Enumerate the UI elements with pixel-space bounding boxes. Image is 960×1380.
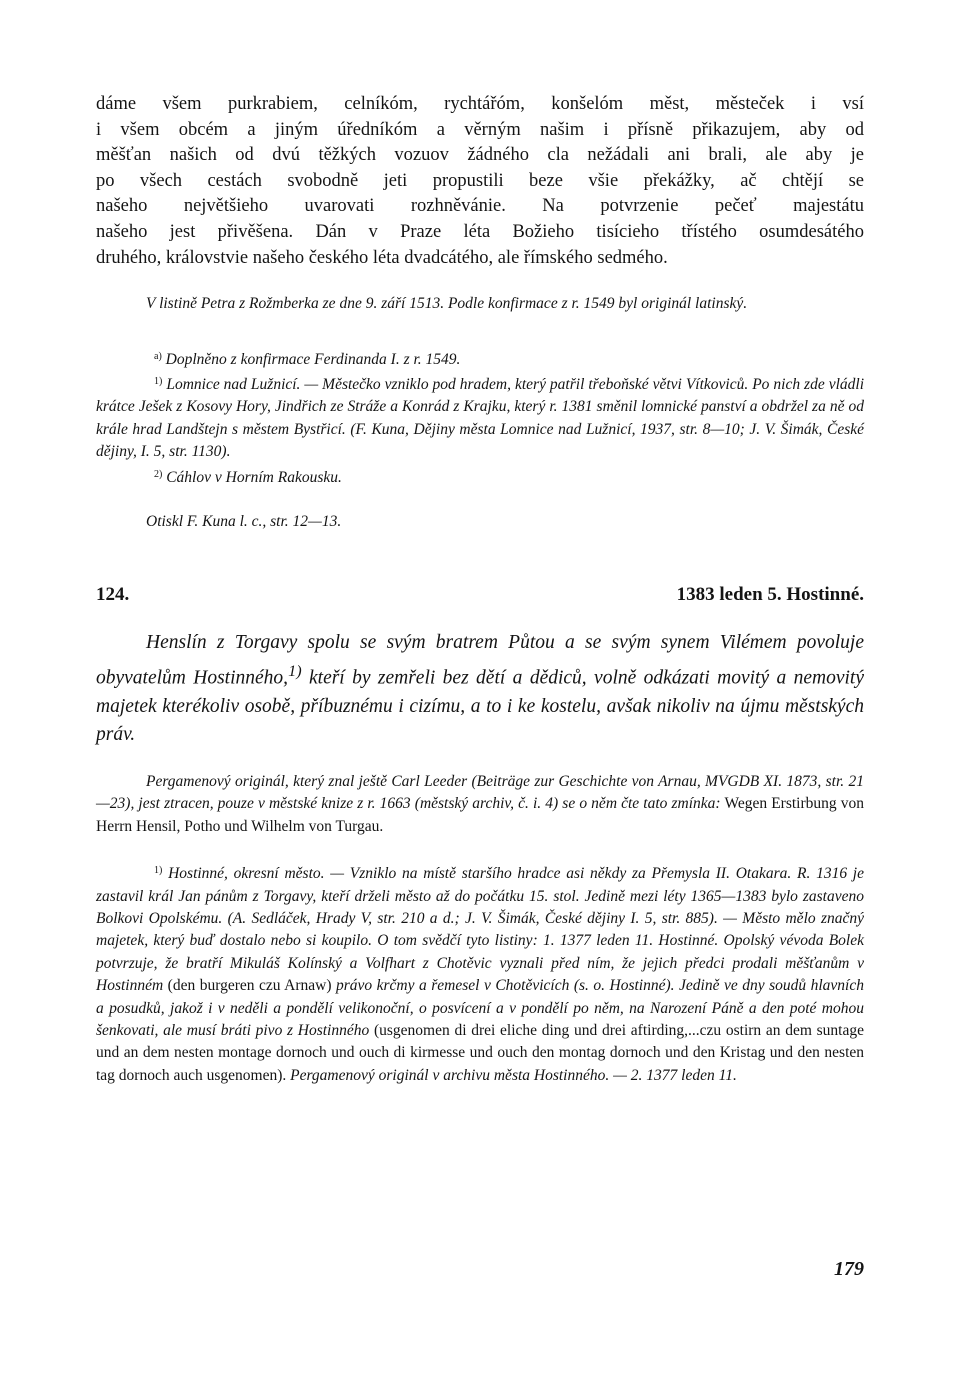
source-description bbox=[96, 771, 864, 838]
footnote bbox=[96, 464, 864, 489]
page-number: 179 bbox=[834, 1258, 864, 1280]
text-line: našeho největšieho uvarovati rozhněvánie. Na potvrzenie pečeť majestátu bbox=[96, 196, 864, 217]
letter-text bbox=[96, 92, 864, 271]
regest bbox=[96, 629, 864, 749]
text-line: našeho jest přivěšena. Dán v Praze léta Božieho tisícieho třístého osumdesátého bbox=[96, 221, 864, 242]
entry-date-place: 1383 leden 5. Hostinné. bbox=[676, 584, 864, 606]
footnote-text: Lomnice nad Lužnicí. — Městečko vzniklo pod hradem, který patřil třeboňské větvi Vítkoviců. Po nich zde vládli krátce Ješek z Kosovy Hory, Jindřich ze Stráže a Konrád z Krajku, který r. 1381 směnil lomnické panství a obdržel za ně od krále hrad Landštejn s městem Bystřicí. (F. Kuna, Dějiny města Lomnice nad Lužnicí, 1937, str. 8—10; J. V. Šimák, České dějiny, I. 5, str. 1130). bbox=[96, 375, 864, 461]
footnote-text: Hostinné, okresní město. — Vzniklo na místě staršího hradce asi někdy za Přemysla II. Otakara. R. 1316 je zastavil král Jan pánům z Torgavy, kteří drželi město až do počátku 15. stol. Jedině mezi léty 1365—1383 bylo zastaveno Bolkovi Opolskému. (A. Sedláček, Hrady V, str. 210 a d.; J. V. Šimák, České dějiny I. 5, str. 885). — Město mělo značný majetek, který buď dostalo nebo si koupilo. O tom svědčí tyto listiny: 1. 1377 leden 11. Hostinné. Opolský vévoda Bolek potvrzuje, že bratří Mikuláš Kolínský a Volfhart z Chotěvic vyznali před ním, že jejich předci prodali měšťanům v Hostinném bbox=[96, 865, 864, 995]
text-line: i všem obcém a jiným úředníkóm a věrným našim i přísně přikazujem, aby od bbox=[96, 119, 864, 140]
footnote bbox=[96, 371, 864, 464]
regest-text: Henslín z Torgavy spolu se svým bratrem Půtou a se svým synem Vilémem povoluje obyvatelům Hostinného, bbox=[96, 632, 864, 689]
page bbox=[96, 92, 864, 1087]
text-line: dáme všem purkrabiem, celníkóm, rychtářóm, konšelóm měst, městeček i vsí bbox=[96, 94, 864, 114]
print-reference: Otiskl F. Kuna l. c., str. 12—13. bbox=[146, 513, 342, 530]
footnote-mark: 2) bbox=[154, 468, 163, 480]
text-line: po všech cestách svobodně jeti propustili beze všie překážky, ač chtějí se bbox=[96, 170, 864, 191]
text-line: druhého, královstvie našeho českého léta dvadcátého, ale římského sedmého. bbox=[96, 247, 668, 268]
footnote-mark: 1) bbox=[154, 865, 163, 877]
footnote-quote: (den burgeren czu Arnaw) bbox=[163, 977, 336, 995]
footnote-mark: 1) bbox=[288, 662, 302, 681]
footnote-text: právo krčmy a řemesel v Chotěvicích (s. o. Hostinné). Jedině ve dny soudů hlavních a posudků, jakož i v neděli a pondělí velikonoční, o posvícení a v pondělí po něm, na Narození Páně a den poté mohou šenkovati, ale musí bráti pivo z Hostinného bbox=[96, 977, 864, 1039]
source-italic: Pergamenový originál, který znal ještě Carl Leeder (Beiträge zur Geschichte von Arnau, MVGDB XI. 1873, str. 21—23), jest ztracen, pouze v městské knize z r. 1663 (městský archiv, č. i. 4) se o něm čte tato zmínka: bbox=[96, 772, 864, 813]
footnote-mark: a) bbox=[154, 350, 162, 362]
source-quote: Wegen Erstirbung von Herrn Hensil, Potho und Wilhelm von Turgau. bbox=[96, 795, 864, 835]
text-line: měšťan našich od dvú těžkých vozuov žádného cla nežádali ani brali, ale aby je bbox=[96, 145, 864, 166]
footnote bbox=[96, 346, 864, 371]
entry-number: 124. bbox=[96, 584, 130, 606]
footnote-quote: (usgenomen di drei eliche ding und drei aftirding,...czu ostirn an dem suntage und an dem nesten montage dornoch und ouch di kirmesse und ouch den montag dornoch und den Kristag und den nesten tag dornoch auch usgenomen). bbox=[96, 1021, 864, 1084]
footnotes bbox=[96, 346, 864, 489]
footnote-text: Pergamenový originál v archivu města Hostinného. — 2. 1377 leden 11. bbox=[290, 1066, 737, 1084]
entry-header bbox=[96, 583, 864, 607]
footnote-text: Doplněno z konfirmace Ferdinanda I. z r. 1549. bbox=[165, 350, 461, 368]
footnote bbox=[96, 860, 864, 1087]
regest-text: kteří by zemřeli bez dětí a dědiců, volně odkázati movitý a nemovitý majetek kterékoliv osobě, příbuznému i cizímu, a to i ke kostelu, avšak nikoliv na újmu městských práv. bbox=[96, 667, 864, 745]
source-note: V listině Petra z Rožmberka ze dne 9. září 1513. Podle konfirmace z r. 1549 byl originál latinský. bbox=[146, 295, 748, 313]
footnote-text: Cáhlov v Horním Rakousku. bbox=[166, 468, 342, 486]
footnote-mark: 1) bbox=[154, 375, 163, 387]
